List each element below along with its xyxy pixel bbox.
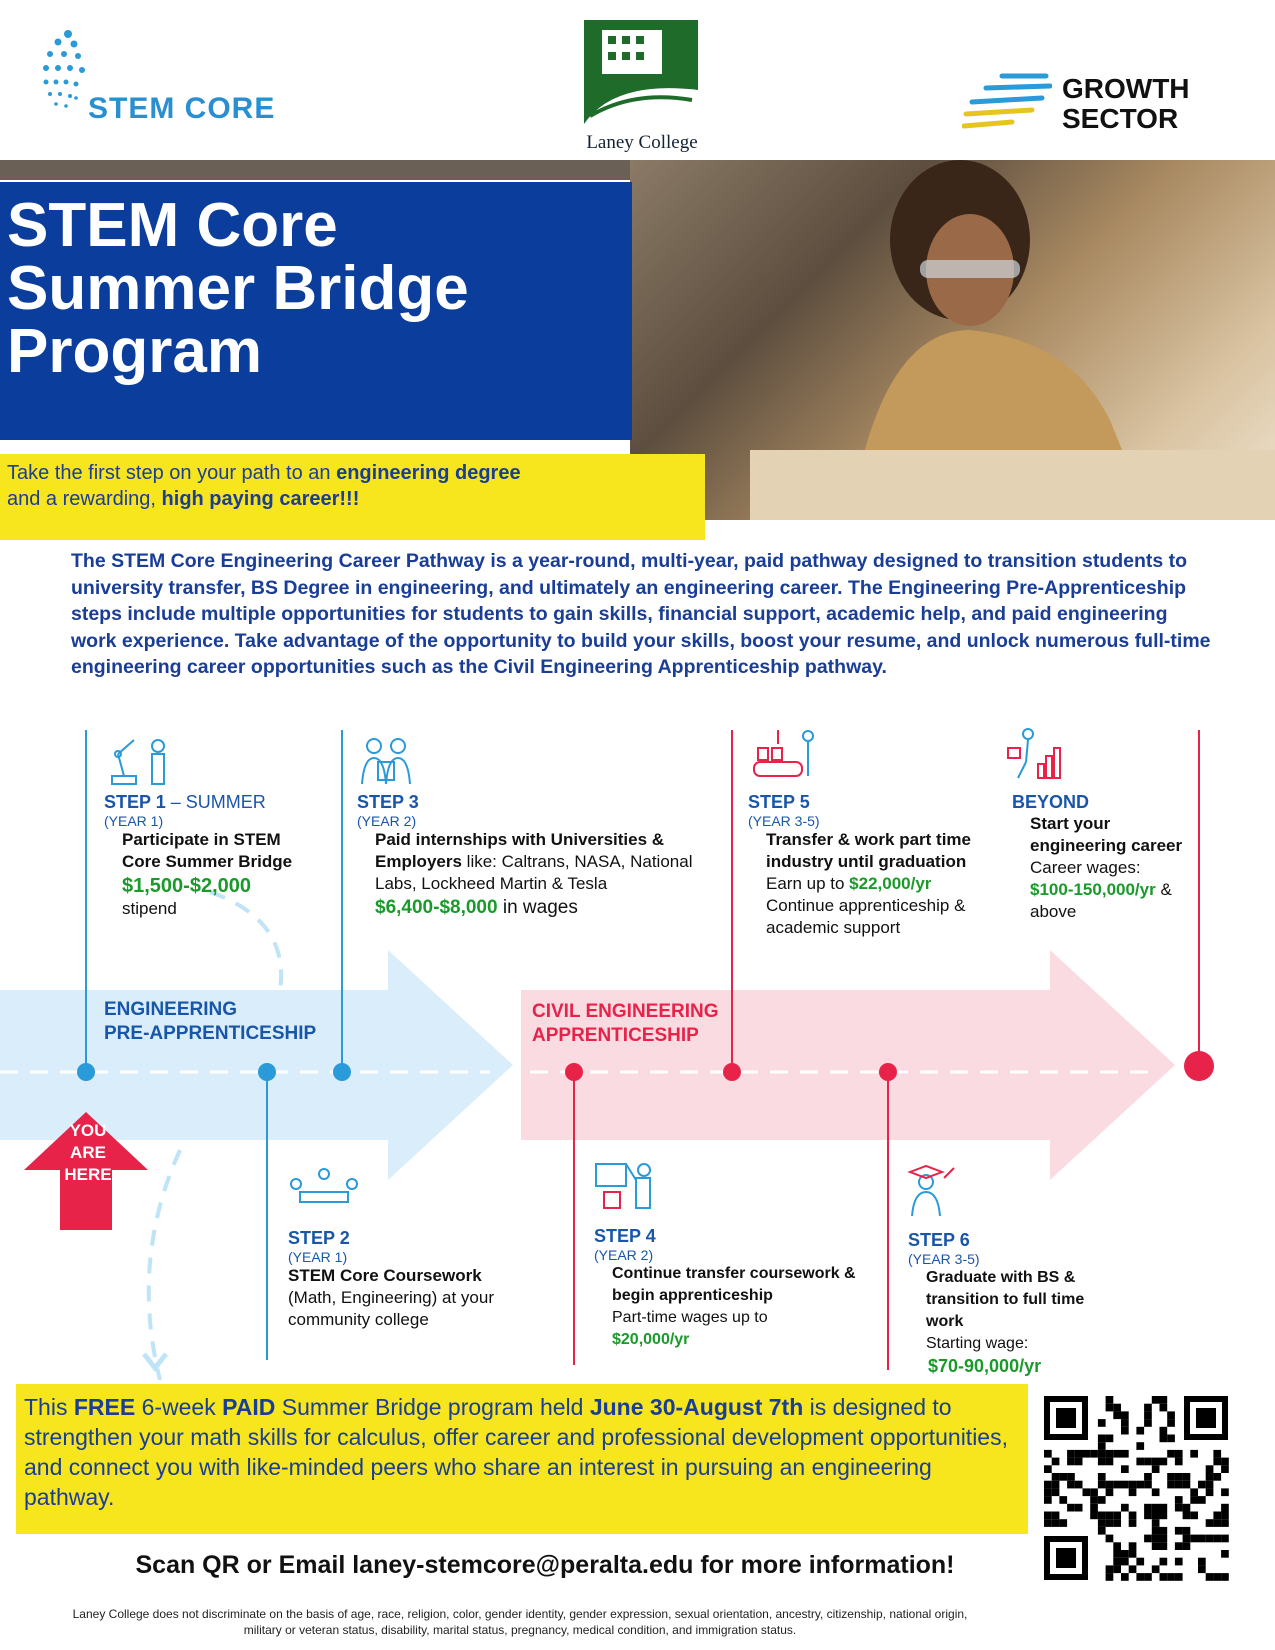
step3-year: (YEAR 2) — [357, 813, 417, 829]
step4-dot — [565, 1063, 583, 1081]
step2-year: (YEAR 1) — [288, 1249, 348, 1265]
title-line3: Program — [7, 317, 262, 386]
conveyor-worker-icon — [748, 726, 818, 786]
step3-amount: $6,400-$8,000 — [375, 897, 498, 918]
laney-college-logo — [584, 20, 698, 124]
step6-block — [908, 1230, 1098, 1377]
promo-free: FREE — [73, 1394, 136, 1420]
teacher-board-icon — [592, 1160, 662, 1212]
step1-amount: $1,500-$2,000 — [122, 875, 252, 897]
step1-bullet1: Participate in STEM Core Summer Bridge — [122, 830, 293, 871]
civil-apprenticeship-arrow — [521, 950, 1175, 1180]
step4-block — [594, 1226, 864, 1351]
beyond-bullet2: Career wages: — [1030, 858, 1141, 877]
step1-bullet2: stipend — [122, 899, 177, 918]
here-word: HERE — [64, 1165, 112, 1184]
beyond-block — [1012, 792, 1197, 923]
step4-bullet2: Part-time wages up to — [612, 1309, 768, 1326]
promo-part1: This — [24, 1394, 74, 1420]
growth-sector-stripes-logo — [962, 72, 1052, 134]
step6-year: (YEAR 3-5) — [908, 1251, 980, 1267]
step2-bold: STEM Core Coursework — [288, 1266, 482, 1285]
step3-bullet2-rest: in wages — [497, 897, 578, 918]
pre-apprenticeship-label — [104, 998, 316, 1046]
intro-paragraph: The STEM Core Engineering Career Pathway is a year-round, multi-year, paid pathway designed to transition students to university transfer, BS Degree in engineering, and ultimately an engineering career. The Engineering Pre-Apprenticeship steps include multiple opportunities for students to gain skills, financial support, academic help, and paid engineering work experience. Take advantage of the opportunity to build your skills, boost your resume, and unlock numerous full-time engineering career opportunities such as the Civil Engineering Apprenticeship pathway. — [71, 550, 1211, 678]
tagline-part-b: engineering degree — [336, 462, 521, 484]
step5-bullet1: Transfer & work part time industry until graduation — [766, 830, 972, 871]
step5-dot — [723, 1063, 741, 1081]
beyond-bullet1: Start your engineering career — [1030, 814, 1183, 855]
step4-amount: $20,000/yr — [612, 1331, 690, 1348]
tagline-part-a: Take the first step on your path to an — [7, 462, 337, 484]
step6-bullet2: Starting wage: — [926, 1335, 1029, 1352]
page-title — [7, 191, 469, 386]
step1-dot — [77, 1063, 95, 1081]
step1-heading: STEP 1 — [104, 792, 166, 812]
tagline-part-d: high paying career!!! — [161, 488, 360, 510]
promo-part2: 6-week — [135, 1394, 223, 1420]
nondiscrimination-footer — [20, 1606, 1020, 1638]
step4-heading: STEP 4 — [594, 1226, 656, 1246]
step3-bullet1-rest: like: Caltrans, NASA, National Labs, Lockheed Martin & Tesla — [375, 852, 693, 893]
step4-year: (YEAR 2) — [594, 1247, 654, 1263]
growth-sector-logo-text — [1062, 74, 1190, 134]
hero-photo-strip — [0, 160, 640, 180]
step6-amount: $70-90,000/yr — [928, 1356, 1042, 1376]
civil-apprenticeship-line2: APPRENTICESHIP — [532, 1025, 699, 1046]
you-word: YOU — [69, 1121, 107, 1140]
robot-arm-engineer-icon — [104, 732, 174, 788]
step2-rest: (Math, Engineering) at your community college — [288, 1288, 494, 1329]
step3-block — [357, 792, 702, 919]
promo-part3: Summer Bridge program held — [275, 1394, 590, 1420]
step5-block — [748, 792, 983, 939]
growth-line1: GROWTH — [1062, 73, 1190, 104]
promo-text — [24, 1392, 1024, 1512]
promo-paid: PAID — [222, 1394, 276, 1420]
engineers-team-icon — [358, 732, 414, 788]
beyond-heading: BEYOND — [1012, 792, 1090, 812]
step5-bullet3: Continue apprenticeship & academic support — [766, 896, 966, 937]
civil-apprenticeship-line1: CIVIL ENGINEERING — [532, 1001, 719, 1022]
graduate-icon — [906, 1164, 960, 1218]
career-growth-icon — [1004, 728, 1064, 784]
you-are-here-label — [48, 1120, 128, 1186]
are-word: ARE — [70, 1143, 106, 1162]
beyond-amp: & — [1155, 880, 1172, 899]
pre-apprenticeship-line1: ENGINEERING — [104, 999, 238, 1020]
step2-dot — [258, 1063, 276, 1081]
step2-heading: STEP 2 — [288, 1228, 350, 1248]
footer-line2: military or veteran status, disability, marital status, pregnancy, medical condition, and immigration status. — [243, 1623, 797, 1637]
growth-line2: SECTOR — [1062, 103, 1179, 134]
step3-bullet1-bold: Paid internships with Universities & Employers — [375, 830, 665, 871]
step6-dot — [879, 1063, 897, 1081]
step3-dot — [333, 1063, 351, 1081]
title-line1: STEM Core — [7, 191, 338, 260]
contact-line: Scan QR or Email laney-stemcore@peralta.edu for more information! — [135, 1551, 955, 1579]
tagline-part-c: and a rewarding, — [7, 488, 162, 510]
civil-apprenticeship-label — [532, 1000, 719, 1048]
promo-part4: is designed to strengthen your math skills for calculus, offer career and professional development opportunities, and connect you with like-minded peers who share an interest in pursuing an engineering pathway. — [24, 1394, 1008, 1510]
beyond-bullet3: above — [1030, 902, 1077, 921]
pre-apprenticeship-line2: PRE-APPRENTICESHIP — [104, 1023, 317, 1044]
step6-heading: STEP 6 — [908, 1230, 970, 1250]
step2-block — [288, 1228, 518, 1331]
step6-bullet1: Graduate with BS & transition to full time work — [926, 1269, 1085, 1330]
step4-bullet1: Continue transfer coursework & begin apprenticeship — [612, 1265, 856, 1304]
step1-subheading: – SUMMER — [165, 792, 266, 812]
step1-year: (YEAR 1) — [104, 813, 164, 829]
stem-core-dots-logo — [40, 28, 90, 118]
beyond-amount: $100-150,000/yr — [1030, 880, 1156, 899]
hero-photo-student — [630, 160, 1275, 520]
step5-bullet2: Earn up to — [766, 874, 850, 893]
step5-year: (YEAR 3-5) — [748, 813, 820, 829]
tagline — [7, 460, 521, 512]
footer-line1: Laney College does not discriminate on the basis of age, race, religion, color, gender identity, gender expression, sexual orientation, ancestry, citizenship, national origin, — [72, 1607, 968, 1621]
step5-amount: $22,000/yr — [849, 874, 932, 893]
step3-heading: STEP 3 — [357, 792, 419, 812]
beyond-dot — [1184, 1051, 1214, 1081]
step5-heading: STEP 5 — [748, 792, 810, 812]
laney-college-name: Laney College — [586, 132, 698, 153]
promo-dates: June 30-August 7th — [589, 1394, 804, 1420]
dashed-arrowhead-icon — [140, 1350, 170, 1374]
stem-core-logo-text: STEM CORE — [88, 92, 276, 125]
meeting-table-icon — [286, 1166, 362, 1214]
step1-block — [104, 792, 294, 920]
title-line2: Summer Bridge — [7, 254, 469, 323]
